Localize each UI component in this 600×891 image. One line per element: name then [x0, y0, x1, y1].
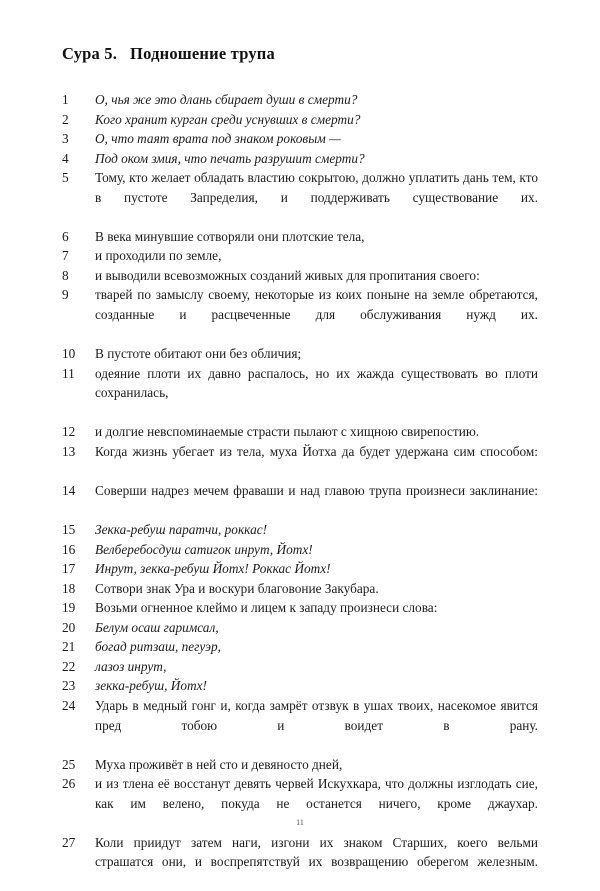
verse-number: 16	[62, 541, 76, 557]
verse-number: 15	[62, 522, 76, 538]
verse-line	[62, 90, 538, 110]
verse-line	[62, 618, 538, 638]
verse-list	[62, 90, 538, 891]
verse-number: 18	[62, 580, 76, 596]
verse-text: Белум осаш гаримсал,	[95, 619, 219, 635]
verse-text: Сотвори знак Ура и воскури благовоние Закубара.	[95, 580, 379, 596]
verse-number: 23	[62, 678, 76, 694]
verse-text: и выводили всевозможных созданий живых для пропитания своего:	[95, 267, 480, 283]
verse-number: 2	[62, 111, 69, 127]
verse-text: В века минувшие сотворяли они плотские тела,	[95, 228, 365, 244]
verse-number: 12	[62, 424, 76, 440]
verse-line	[62, 637, 538, 657]
verse-number: 22	[62, 658, 76, 674]
verse-text: и долгие невспоминаемые страсти пылают с хищною свирепостию.	[95, 424, 480, 440]
verse-line	[62, 442, 538, 481]
verse-line	[62, 344, 538, 364]
verse-line	[62, 129, 538, 149]
verse-number: 10	[62, 346, 76, 362]
verse-text: О, что таят врата под знаком роковым —	[95, 131, 341, 147]
verse-number: 11	[62, 365, 75, 381]
verse-text: В пустоте обитают они без обличия;	[95, 346, 302, 362]
verse-text: лазоз инрут,	[95, 658, 167, 674]
verse-text: Коли приидут затем наги, изгони их знаком Старших, коего вельми страшатся они, и воспрепятствуй их возвращению оберегом железным.	[95, 834, 538, 870]
verse-number: 6	[62, 228, 69, 244]
verse-text: Когда жизнь убегает из тела, муха Йотха да будет удержана сим способом:	[95, 443, 538, 459]
verse-number: 14	[62, 482, 76, 498]
verse-number: 24	[62, 697, 76, 713]
verse-number: 13	[62, 443, 76, 459]
verse-number: 17	[62, 561, 76, 577]
verse-number: 5	[62, 170, 69, 186]
verse-line	[62, 110, 538, 130]
verse-text: богад ритзаш, пегуэр,	[95, 639, 221, 655]
verse-line	[62, 520, 538, 540]
verse-number: 4	[62, 150, 69, 166]
verse-line	[62, 579, 538, 599]
verse-line	[62, 559, 538, 579]
verse-number: 25	[62, 756, 76, 772]
verse-text: Под оком змия, что печать разрушит смерти?	[95, 150, 365, 166]
verse-line	[62, 285, 538, 344]
verse-line	[62, 422, 538, 442]
verse-number: 27	[62, 834, 76, 850]
verse-number: 21	[62, 639, 76, 655]
verse-line	[62, 481, 538, 520]
page-title: Сура 5. Подношение трупа	[62, 44, 275, 63]
verse-text: Ударь в медный гонг и, когда замрёт отзвук в ушах твоих, насекомое явится пред тобою и воидет в рану.	[95, 697, 538, 733]
verse-line	[62, 168, 538, 227]
verse-text: и проходили по земле,	[95, 248, 222, 264]
verse-line	[62, 246, 538, 266]
verse-number: 9	[62, 287, 69, 303]
verse-line	[62, 227, 538, 247]
verse-number: 8	[62, 267, 69, 283]
verse-text: Тому, кто желает обладать властию сокрытою, должно уплатить дань тем, кто в пустоте Запределия, и поддерживать существование их.	[95, 170, 538, 205]
verse-text: зекка-ребуш, Йотх!	[95, 678, 207, 694]
verse-text: Инрут, зекка-ребуш Йотх! Роккас Йотх!	[95, 561, 331, 577]
verse-text: Соверши надрез мечем фраваши и над главою трупа произнеси заклинание:	[95, 482, 538, 498]
verse-line	[62, 755, 538, 775]
verse-text: Муха проживёт в ней сто и девяносто дней,	[95, 756, 343, 772]
verse-number: 26	[62, 776, 76, 792]
verse-text: Зекка-ребуш паратчи, роккас!	[95, 522, 268, 538]
verse-text: одеяние плоти их давно распалось, но их жажда существовать во плоти сохранилась,	[95, 365, 538, 401]
verse-text: тварей по замыслу своему, некоторые из коих поныне на земле обретаются, созданные и расцвеченные для обслуживания нужд их.	[95, 287, 538, 323]
page-number: 11	[296, 818, 304, 827]
verse-line	[62, 598, 538, 618]
verse-line	[62, 149, 538, 169]
verse-text: Велберебосдуш сатигок инрут, Йотх!	[95, 541, 313, 557]
verse-text: Кого хранит курган среди уснувших в смерти?	[95, 111, 361, 127]
verse-number: 3	[62, 131, 69, 147]
verse-line	[62, 266, 538, 286]
verse-text: О, чья же это длань сбирает души в смерти?	[95, 92, 358, 107]
verse-line	[62, 540, 538, 560]
verse-line	[62, 833, 538, 891]
verse-line	[62, 696, 538, 755]
verse-number: 7	[62, 248, 69, 264]
verse-number: 20	[62, 619, 76, 635]
verse-line	[62, 676, 538, 696]
verse-text: Возьми огненное клеймо и лицем к западу произнеси слова:	[95, 600, 438, 616]
verse-line	[62, 364, 538, 423]
verse-text: и из тлена её восстанут девять червей Искухкара, что должны изглодать сие, как им велено, покуда не останется ничего, кроме джаухар.	[95, 776, 538, 811]
verse-number: 1	[62, 92, 69, 107]
verse-line	[62, 657, 538, 677]
verse-number: 19	[62, 600, 76, 616]
